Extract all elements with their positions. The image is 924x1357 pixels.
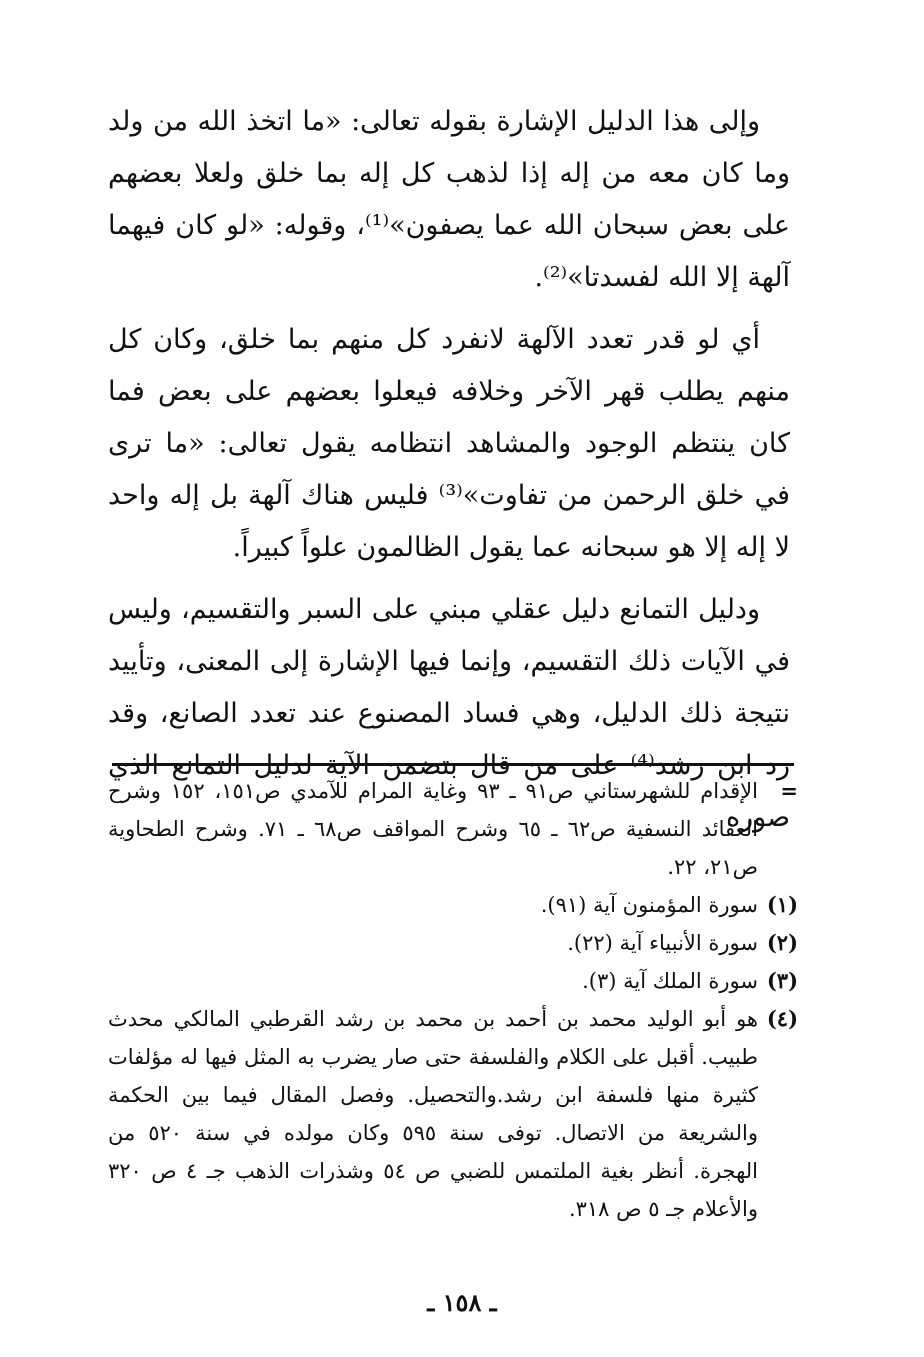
- footnote-2: [108, 924, 798, 962]
- page-number: ـ ١٥٨ ـ: [427, 1288, 497, 1317]
- paragraph: وإلى هذا الدليل الإشارة بقوله تعالى: «ما اتخذ الله من ولد وما كان معه من إله إذا لذهب كل إله بما خلق ولعلا بعضهم على بعض سبحان الله عما يصفون»⁽¹⁾، وقوله: «لو كان فيهما آلهة إلا الله لفسدتا»⁽²⁾.: [108, 106, 790, 293]
- footnote-4: [108, 1000, 798, 1228]
- footnote-text: سورة الأنبياء آية (٢٢).: [567, 931, 758, 955]
- footnote-text: سورة الملك آية (٣).: [582, 969, 758, 993]
- main-text: [108, 96, 790, 854]
- footnote-text: الإقدام للشهرستاني ص٩١ ـ ٩٣ وغاية المرام للآمدي ص١٥١، ١٥٢ وشرح العقائد النسفية ص٦٢ ـ ٦٥ وشرح المواقف ص٦٨ ـ ٧١. وشرح الطحاوية ص٢١، ٢٢.: [108, 779, 758, 879]
- footnote-1: [108, 886, 798, 924]
- footnote-marker: (٤): [766, 1006, 798, 1031]
- footnote-marker: =: [780, 778, 798, 803]
- footnote-marker: (٣): [766, 968, 798, 993]
- footnote-divider: [112, 763, 794, 766]
- footnote-marker: (١): [766, 892, 798, 917]
- paragraph: أي لو قدر تعدد الآلهة لانفرد كل منهم بما خلق، وكان كل منهم يطلب قهر الآخر وخلافه فيعلوا بعضهم على بعض فما كان ينتظم الوجود والمشاهد انتظامه يقول تعالى: «ما ترى في خلق الرحمن من تفاوت»⁽³⁾ فليس هناك آلهة بل إله واحد لا إله إلا هو سبحانه عما يقول الظالمون علواً كبيراً.: [108, 324, 790, 563]
- footnote-marker: (٢): [766, 930, 798, 955]
- footnote-3: [108, 962, 798, 1000]
- footnote-text: سورة المؤمنون آية (٩١).: [540, 893, 758, 917]
- footnote-text: هو أبو الوليد محمد بن أحمد بن محمد بن رشد القرطبي المالكي محدث طبيب. أقبل على الكلام والفلسفة حتى صار يضرب به المثل فيها له مؤلفات كثيرة منها فلسفة ابن رشد.والتحصيل. وفصل المقال فيما بين الحكمة والشريعة من الاتصال. توفى سنة ٥٩٥ وكان مولده في سنة ٥٢٠ من الهجرة. أنظر بغية الملتمس للضبي ص ٥٤ وشذرات الذهب جـ ٤ ص ٣٢٠ والأعلام جـ ٥ ص ٣١٨.: [108, 1007, 759, 1221]
- footnotes: [108, 772, 798, 1228]
- footnote-continuation: [108, 772, 798, 886]
- paragraph: ودليل التمانع دليل عقلي مبني على السبر والتقسيم، وليس في الآيات ذلك التقسيم، وإنما فيها الإشارة إلى المعنى، وتأييد نتيجة ذلك الدليل، وهي فساد المصنوع عند تعدد الصانع، وقد رد ابن رشد⁽⁴⁾ على من قال بتضمن الآية لدليل التمانع الذي صوره: [108, 594, 791, 833]
